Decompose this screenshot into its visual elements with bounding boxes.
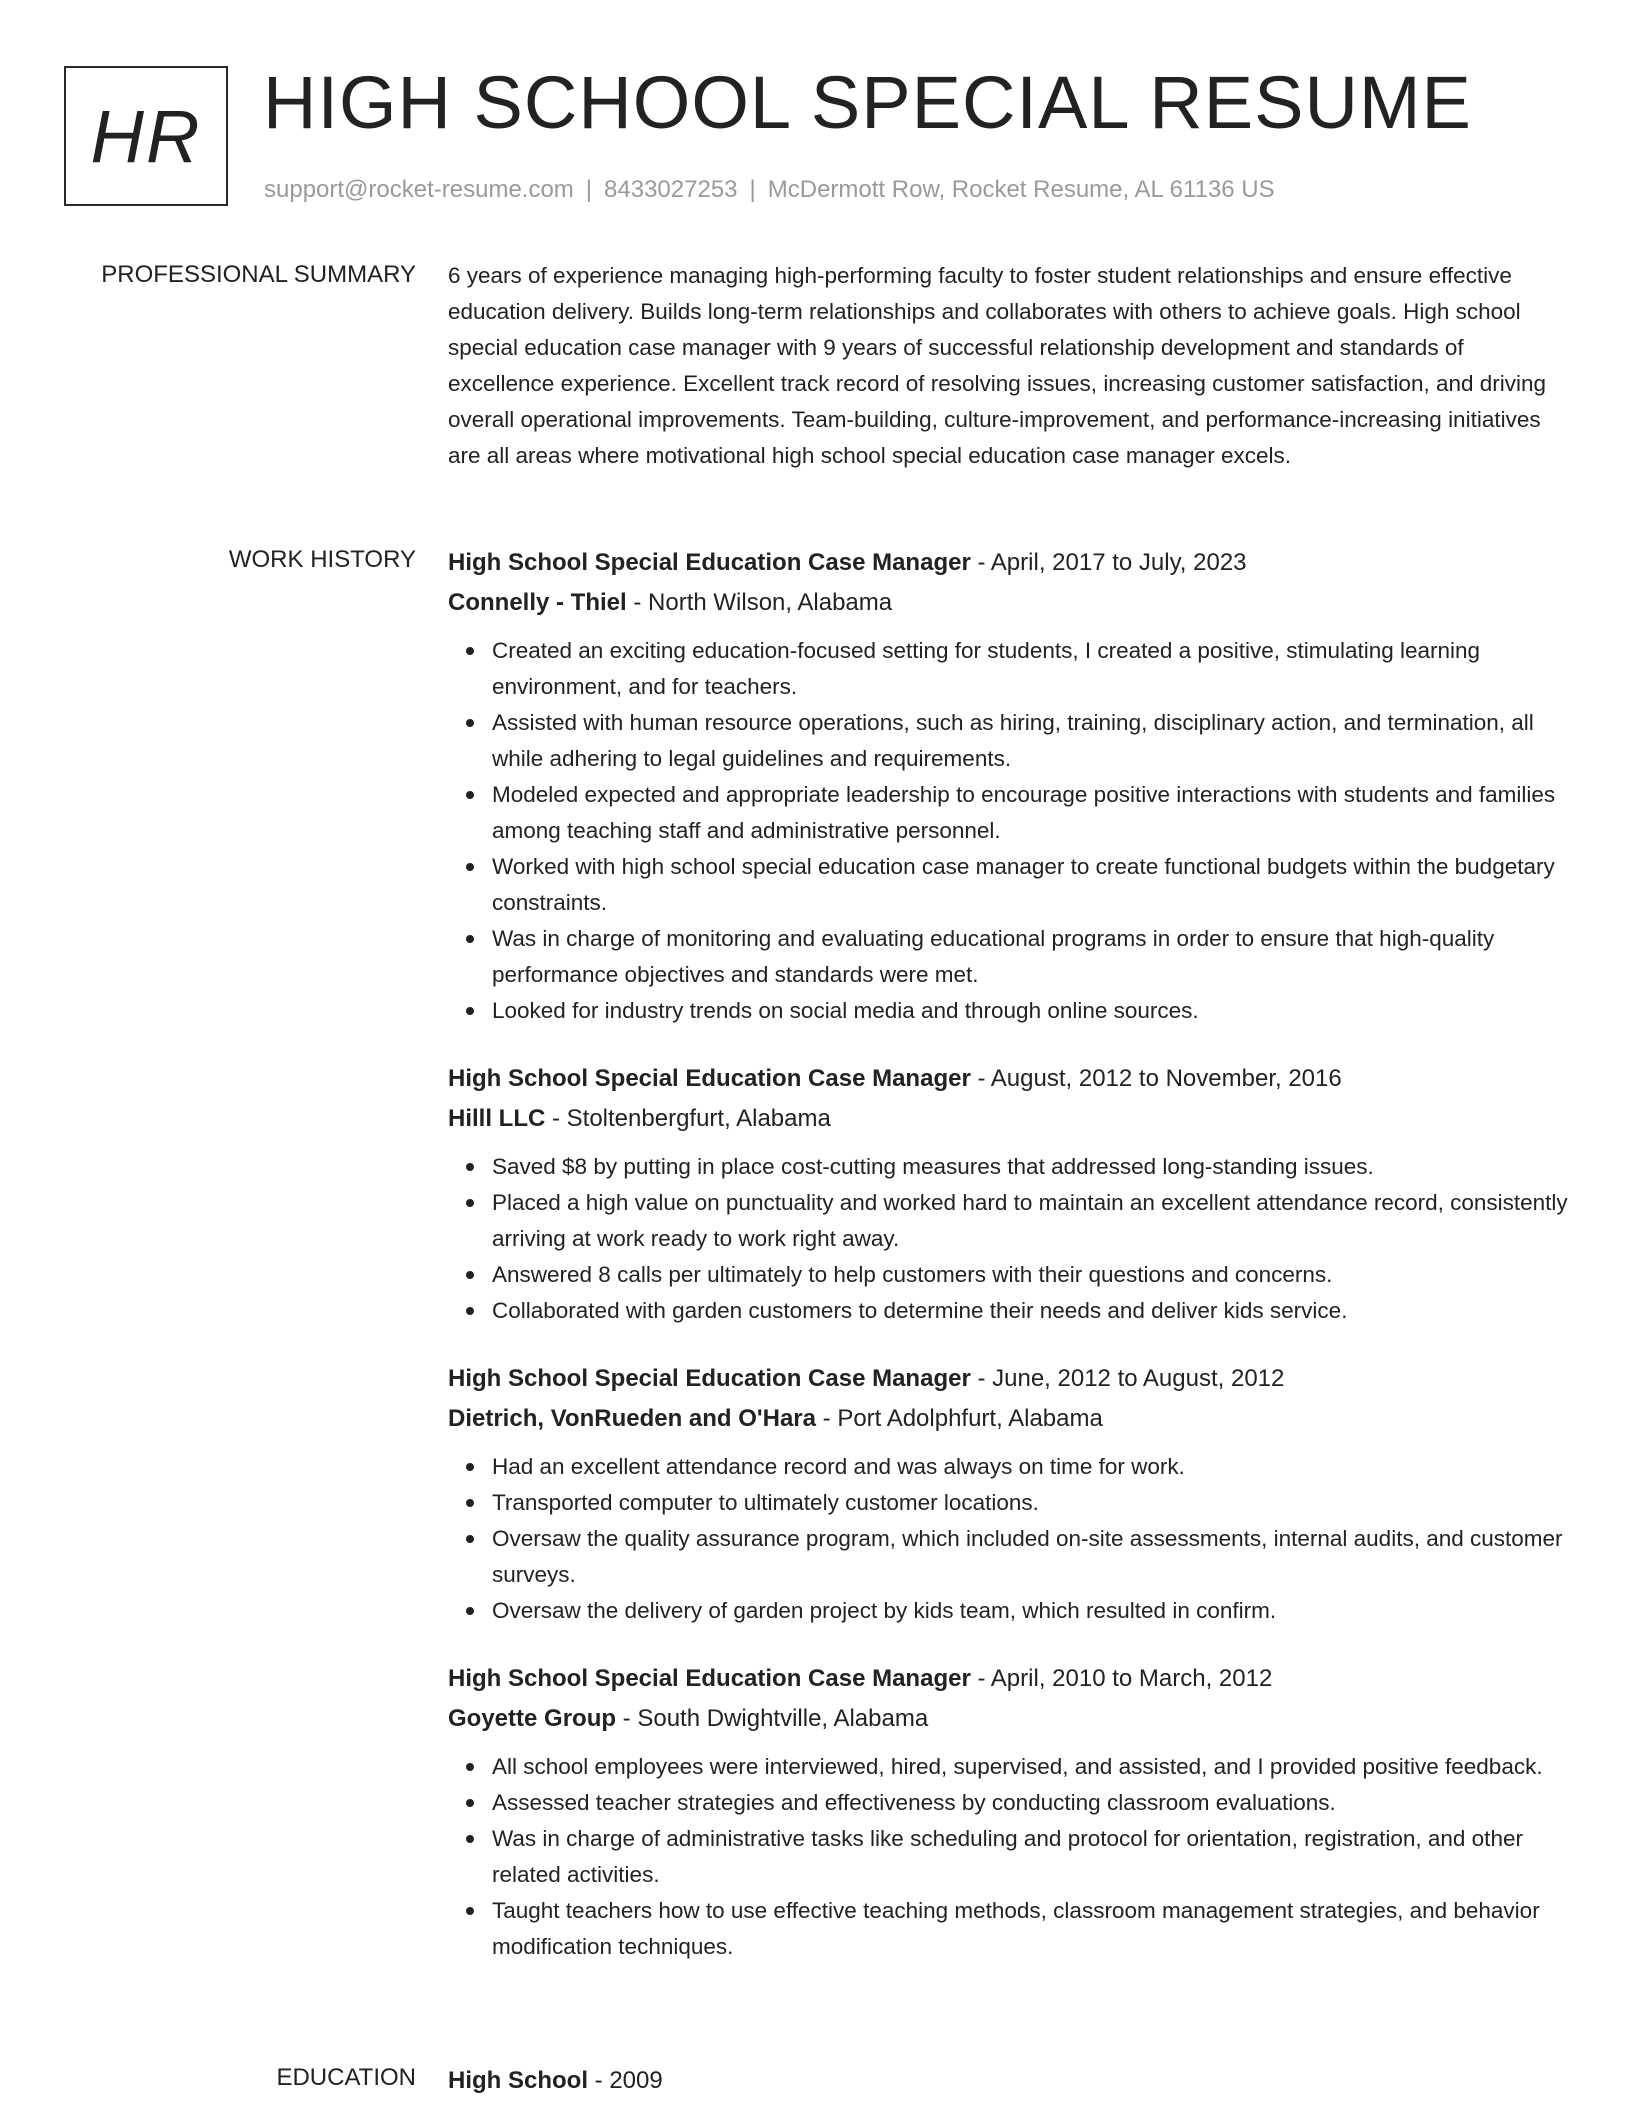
summary-body bbox=[448, 258, 1568, 474]
job-title: High School Special Education Case Manager bbox=[448, 1665, 971, 1692]
job-title: High School Special Education Case Manager bbox=[448, 549, 971, 576]
contact-separator: | bbox=[749, 176, 756, 203]
section-heading-work-history: WORK HISTORY bbox=[228, 546, 416, 573]
job-dates: - June, 2012 to August, 2012 bbox=[970, 1365, 1285, 1392]
job-bullet: Placed a high value on punctuality and worked hard to maintain an excellent attendance record, consistently arriving at work ready to work right away. bbox=[492, 1185, 1568, 1257]
job-bullet: Oversaw the delivery of garden project by kids team, which resulted in confirm. bbox=[492, 1593, 1568, 1629]
job-bullet: Oversaw the quality assurance program, which included on-site assessments, internal audits, and customer surveys. bbox=[492, 1521, 1568, 1593]
job-bullets bbox=[448, 1749, 1568, 1965]
contact-address: McDermott Row, Rocket Resume, AL 61136 US bbox=[767, 176, 1275, 203]
education-year: - 2009 bbox=[588, 2067, 663, 2094]
work-history-body bbox=[448, 543, 1568, 1983]
job-dates: - August, 2012 to November, 2016 bbox=[970, 1065, 1342, 1092]
job-bullet: Transported computer to ultimately customer locations. bbox=[492, 1485, 1568, 1521]
job-location: - Stoltenbergfurt, Alabama bbox=[545, 1105, 831, 1132]
job-bullet: Created an exciting education-focused setting for students, I created a positive, stimulating learning environment, and for teachers. bbox=[492, 633, 1568, 705]
job-title-line bbox=[448, 543, 1568, 583]
contact-line bbox=[264, 175, 1275, 205]
job-entry bbox=[448, 1359, 1568, 1629]
job-location: - Port Adolphfurt, Alabama bbox=[816, 1405, 1103, 1432]
job-title: High School Special Education Case Manager bbox=[448, 1365, 971, 1392]
education-body bbox=[448, 2061, 1568, 2101]
job-bullet: Collaborated with garden customers to determine their needs and deliver kids service. bbox=[492, 1293, 1568, 1329]
job-entry bbox=[448, 1659, 1568, 1965]
job-bullet: Had an excellent attendance record and was always on time for work. bbox=[492, 1449, 1568, 1485]
education-degree: High School bbox=[448, 2067, 588, 2094]
job-dates: - April, 2017 to July, 2023 bbox=[970, 549, 1247, 576]
monogram-logo bbox=[64, 66, 228, 206]
job-company: Hilll LLC bbox=[448, 1105, 546, 1132]
contact-email[interactable]: support@rocket-resume.com bbox=[264, 176, 574, 203]
section-heading-education: EDUCATION bbox=[276, 2064, 416, 2091]
job-title: High School Special Education Case Manager bbox=[448, 1065, 971, 1092]
resume-name: HIGH SCHOOL SPECIAL RESUME bbox=[263, 61, 1472, 144]
job-bullets bbox=[448, 633, 1568, 1029]
job-bullet: Was in charge of administrative tasks like scheduling and protocol for orientation, registration, and other related activities. bbox=[492, 1821, 1568, 1893]
job-bullet: Was in charge of monitoring and evaluating educational programs in order to ensure that high-quality performance objectives and standards were met. bbox=[492, 921, 1568, 993]
job-title-line bbox=[448, 1359, 1568, 1399]
summary-text: 6 years of experience managing high-performing faculty to foster student relationships and ensure effective education delivery. Builds long-term relationships and collaborates with others to achieve goals. High school special education case manager with 9 years of successful relationship development and standards of excellence experience. Excellent track record of resolving issues, increasing customer satisfaction, and driving overall operational improvements. Team-building, culture-improvement, and performance-increasing initiatives are all areas where motivational high school special education case manager excels. bbox=[448, 263, 1547, 468]
education-line bbox=[448, 2061, 1568, 2101]
job-bullet: Assessed teacher strategies and effectiveness by conducting classroom evaluations. bbox=[492, 1785, 1568, 1821]
job-title-line bbox=[448, 1659, 1568, 1699]
job-title-line bbox=[448, 1059, 1568, 1099]
job-bullets bbox=[448, 1149, 1568, 1329]
job-bullet: Looked for industry trends on social media and through online sources. bbox=[492, 993, 1568, 1029]
job-bullet: Answered 8 calls per ultimately to help customers with their questions and concerns. bbox=[492, 1257, 1568, 1293]
job-company: Dietrich, VonRueden and O'Hara bbox=[448, 1405, 816, 1432]
job-bullet: All school employees were interviewed, hired, supervised, and assisted, and I provided positive feedback. bbox=[492, 1749, 1568, 1785]
job-company-line bbox=[448, 1099, 1568, 1139]
section-heading-summary: PROFESSIONAL SUMMARY bbox=[101, 261, 416, 288]
job-bullets bbox=[448, 1449, 1568, 1629]
contact-separator: | bbox=[585, 176, 593, 203]
job-bullet: Worked with high school special education case manager to create functional budgets within the budgetary constraints. bbox=[492, 849, 1568, 921]
job-company: Goyette Group bbox=[448, 1705, 617, 1732]
job-company-line bbox=[448, 1399, 1568, 1439]
job-bullet: Assisted with human resource operations, such as hiring, training, disciplinary action, and termination, all while adhering to legal guidelines and requirements. bbox=[492, 705, 1568, 777]
job-location: - North Wilson, Alabama bbox=[626, 589, 893, 616]
job-bullet: Modeled expected and appropriate leadership to encourage positive interactions with students and families among teaching staff and administrative personnel. bbox=[492, 777, 1568, 849]
job-dates: - April, 2010 to March, 2012 bbox=[970, 1665, 1273, 1692]
job-company-line bbox=[448, 1699, 1568, 1739]
job-bullet: Saved $8 by putting in place cost-cutting measures that addressed long-standing issues. bbox=[492, 1149, 1568, 1185]
job-company-line bbox=[448, 583, 1568, 623]
job-entry bbox=[448, 1059, 1568, 1329]
monogram-text: HR bbox=[90, 94, 202, 178]
job-entry bbox=[448, 543, 1568, 1029]
job-bullet: Taught teachers how to use effective teaching methods, classroom management strategies, and behavior modification techniques. bbox=[492, 1893, 1568, 1965]
job-company: Connelly - Thiel bbox=[448, 589, 627, 616]
contact-phone[interactable]: 8433027253 bbox=[604, 176, 738, 203]
job-location: - South Dwightville, Alabama bbox=[616, 1705, 929, 1732]
